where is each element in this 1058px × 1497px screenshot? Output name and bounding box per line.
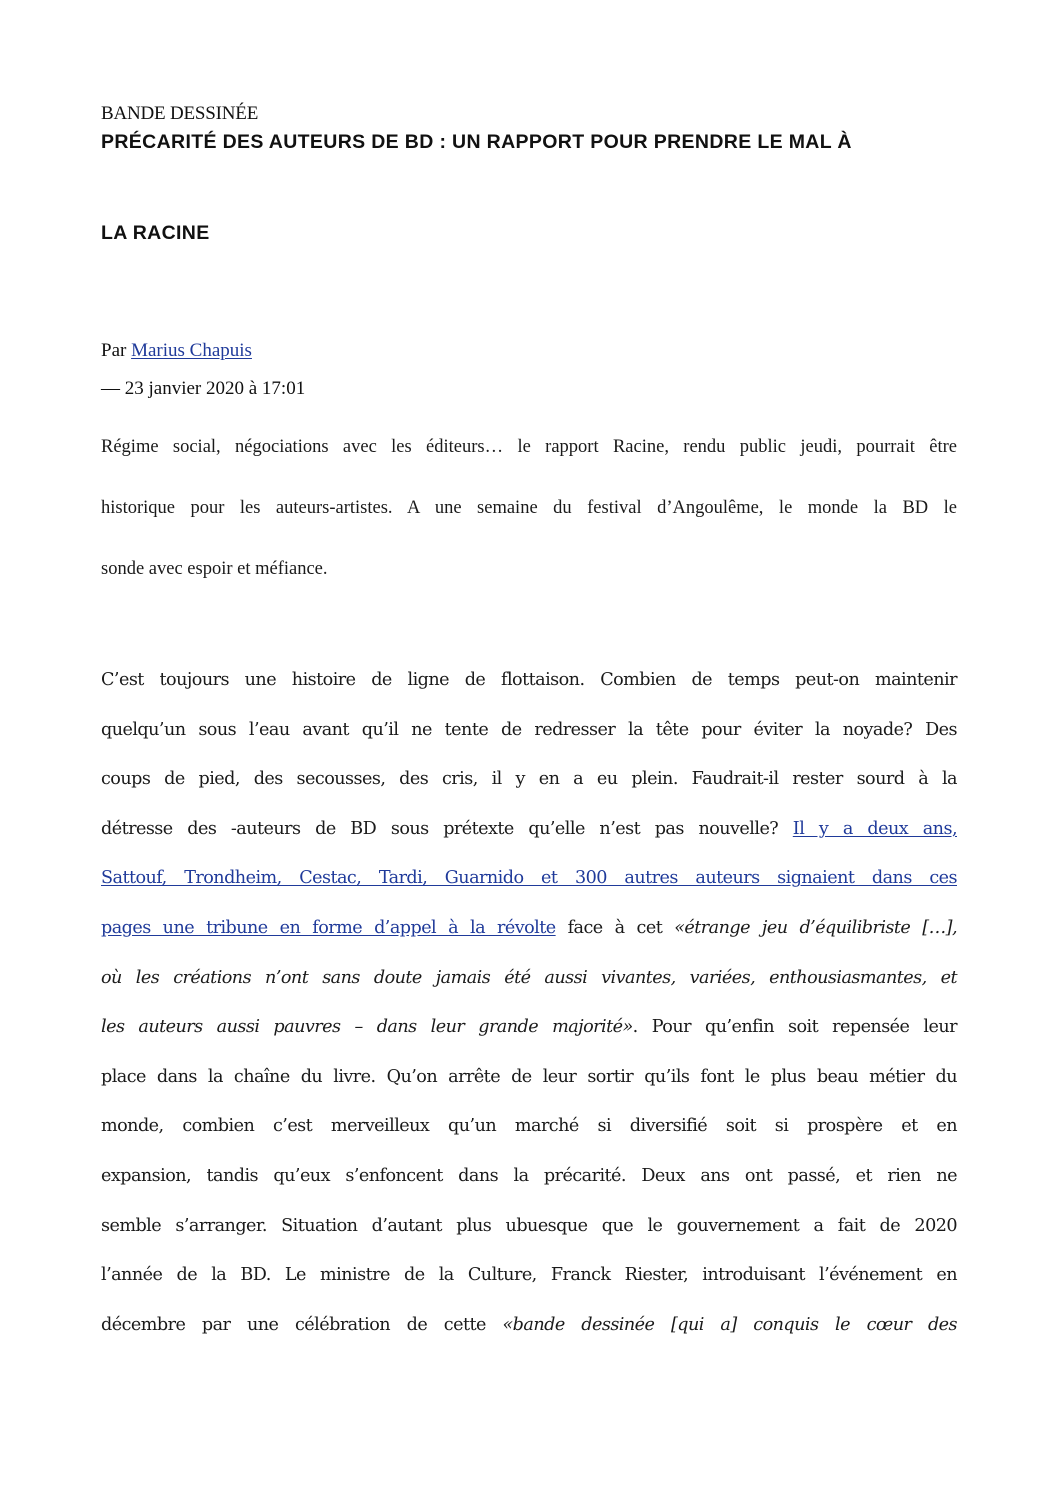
body-text: face à cet: [555, 917, 675, 938]
lead-line: historique pour les auteurs-artistes. A une semaine du festival d’Angoulême, le monde la BD le: [101, 498, 957, 518]
quote-text: où les créations n’ont sans doute jamais été aussi vivantes, variées, enthousiasmantes, et: [101, 967, 957, 988]
body-line: [101, 1010, 957, 1060]
article-title-line-2: LA RACINE: [101, 222, 210, 244]
body-text: détresse des -auteurs de BD sous prétexte qu’elle n’est pas nouvelle?: [101, 818, 793, 839]
tribune-link[interactable]: pages une tribune en forme d’appel à la révolte: [101, 917, 556, 938]
lead-line: sonde avec espoir et méfiance.: [101, 559, 328, 579]
body-line: expansion, tandis qu’eux s’enfoncent dans la précarité. Deux ans ont passé, et rien ne: [101, 1165, 957, 1186]
section-kicker: BANDE DESSINÉE: [101, 103, 259, 124]
body-line: [101, 961, 957, 1011]
body-line: C’est toujours une histoire de ligne de flottaison. Combien de temps peut-on maintenir: [101, 670, 957, 690]
tribune-link[interactable]: Il y a deux ans,: [792, 818, 957, 839]
quote-text: les auteurs aussi pauvres – dans leur grande majorité»: [101, 1017, 633, 1038]
tribune-link[interactable]: Sattouf, Trondheim, Cestac, Tardi, Guarnido et 300 autres auteurs signaient dans ces: [101, 868, 957, 889]
body-line: coups de pied, des secousses, des cris, il y en a eu plein. Faudrait-il rester sourd à la: [101, 769, 957, 790]
body-text: . Pour qu’enfin soit repensée leur: [632, 1017, 958, 1038]
body-line: [101, 812, 957, 862]
body-line: [101, 1308, 957, 1358]
article-lead: [101, 417, 957, 600]
byline-prefix: Par: [101, 340, 127, 361]
lead-line: Régime social, négociations avec les éditeurs… le rapport Racine, rendu public jeudi, pourrait être: [101, 437, 957, 457]
byline: [101, 340, 252, 362]
body-line: [101, 861, 957, 911]
body-line: [101, 911, 957, 961]
author-link[interactable]: Marius Chapuis: [131, 340, 252, 361]
body-line: monde, combien c’est merveilleux qu’un marché si diversifié soit si prospère et en: [101, 1116, 957, 1137]
body-text: décembre par une célébration de cette: [101, 1314, 503, 1335]
quote-text: «étrange jeu d’équilibriste […],: [674, 917, 957, 938]
body-line: quelqu’un sous l’eau avant qu’il ne tente de redresser la tête pour éviter la noyade? Des: [101, 719, 957, 740]
body-line: semble s’arranger. Situation d’autant plus ubuesque que le gouvernement a fait de 2020: [101, 1215, 957, 1236]
publish-date: — 23 janvier 2020 à 17:01: [101, 378, 306, 399]
article-body: [101, 663, 957, 1357]
body-line: place dans la chaîne du livre. Qu’on arrête de leur sortir qu’ils font le plus beau métier du: [101, 1066, 957, 1087]
quote-text: «bande dessinée [qui a] conquis le cœur des: [502, 1314, 957, 1335]
body-line: l’année de la BD. Le ministre de la Culture, Franck Riester, introduisant l’événement en: [101, 1265, 957, 1286]
article-title-line-1: PRÉCARITÉ DES AUTEURS DE BD : UN RAPPORT POUR PRENDRE LE MAL À: [101, 131, 852, 153]
